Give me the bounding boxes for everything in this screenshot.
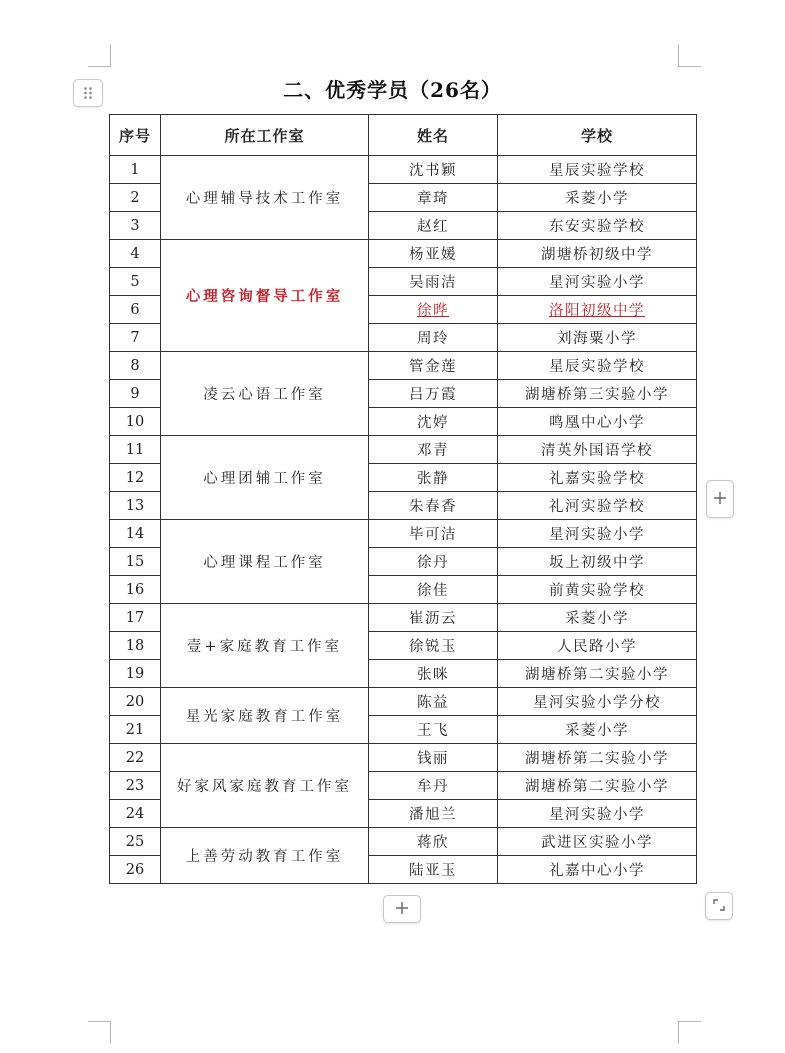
student-name: 沈书颖 <box>369 156 498 184</box>
school-name: 星河实验小学分校 <box>498 688 697 716</box>
school-name: 礼嘉实验学校 <box>498 464 697 492</box>
school-name: 星河实验小学 <box>498 268 697 296</box>
resize-icon <box>712 897 726 916</box>
student-name: 赵红 <box>369 212 498 240</box>
school-name: 湖塘桥第二实验小学 <box>498 744 697 772</box>
student-name: 蒋欣 <box>369 828 498 856</box>
add-row-button[interactable] <box>383 895 421 923</box>
student-name: 邓青 <box>369 436 498 464</box>
school-name <box>498 296 697 324</box>
header-studio: 所在工作室 <box>161 115 369 156</box>
student-name: 周玲 <box>369 324 498 352</box>
plus-icon <box>395 900 409 919</box>
header-school: 学校 <box>498 115 697 156</box>
row-index: 13 <box>110 492 161 520</box>
row-index: 14 <box>110 520 161 548</box>
studio-cell: 凌云心语工作室 <box>161 352 369 436</box>
school-name: 湖塘桥第二实验小学 <box>498 660 697 688</box>
table-row <box>110 240 697 268</box>
row-index: 7 <box>110 324 161 352</box>
row-index: 17 <box>110 604 161 632</box>
row-index: 16 <box>110 576 161 604</box>
row-index: 24 <box>110 800 161 828</box>
row-index: 9 <box>110 380 161 408</box>
student-name: 朱春香 <box>369 492 498 520</box>
studio-cell: 壹+家庭教育工作室 <box>161 604 369 688</box>
school-name: 星辰实验学校 <box>498 156 697 184</box>
row-index: 6 <box>110 296 161 324</box>
row-index: 22 <box>110 744 161 772</box>
student-name: 潘旭兰 <box>369 800 498 828</box>
table-row <box>110 436 697 464</box>
studio-cell: 心理咨询督导工作室 <box>161 240 369 352</box>
student-name: 吕万霞 <box>369 380 498 408</box>
student-name: 王飞 <box>369 716 498 744</box>
student-name: 徐锐玉 <box>369 632 498 660</box>
school-name: 前黄实验学校 <box>498 576 697 604</box>
school-name: 星辰实验学校 <box>498 352 697 380</box>
school-name: 星河实验小学 <box>498 800 697 828</box>
school-name: 湖塘桥第三实验小学 <box>498 380 697 408</box>
row-index: 21 <box>110 716 161 744</box>
table-row <box>110 604 697 632</box>
school-name: 采菱小学 <box>498 716 697 744</box>
row-index: 4 <box>110 240 161 268</box>
school-name: 人民路小学 <box>498 632 697 660</box>
studio-cell: 好家风家庭教育工作室 <box>161 744 369 828</box>
row-index: 23 <box>110 772 161 800</box>
student-name: 牟丹 <box>369 772 498 800</box>
school-name: 清英外国语学校 <box>498 436 697 464</box>
row-index: 12 <box>110 464 161 492</box>
table-resize-button[interactable] <box>705 892 733 920</box>
school-name: 湖塘桥初级中学 <box>498 240 697 268</box>
school-name: 鸣凰中心小学 <box>498 408 697 436</box>
table-row <box>110 520 697 548</box>
row-index: 26 <box>110 856 161 884</box>
table-row <box>110 156 697 184</box>
student-name: 崔沥云 <box>369 604 498 632</box>
school-name: 采菱小学 <box>498 604 697 632</box>
school-name: 坂上初级中学 <box>498 548 697 576</box>
table-row <box>110 352 697 380</box>
page-corner-mark-bottom-left <box>88 1021 111 1044</box>
row-index: 3 <box>110 212 161 240</box>
student-name: 陆亚玉 <box>369 856 498 884</box>
studio-cell: 星光家庭教育工作室 <box>161 688 369 744</box>
school-name: 礼嘉中心小学 <box>498 856 697 884</box>
add-column-button[interactable] <box>706 480 734 518</box>
student-name: 钱丽 <box>369 744 498 772</box>
row-index: 2 <box>110 184 161 212</box>
student-name: 毕可洁 <box>369 520 498 548</box>
student-name: 徐佳 <box>369 576 498 604</box>
row-index: 11 <box>110 436 161 464</box>
highlighted-name: 徐晔 <box>417 303 449 319</box>
table-row <box>110 744 697 772</box>
student-name: 吴雨洁 <box>369 268 498 296</box>
school-name: 星河实验小学 <box>498 520 697 548</box>
student-name <box>369 296 498 324</box>
student-name: 张咪 <box>369 660 498 688</box>
school-name: 采菱小学 <box>498 184 697 212</box>
highlighted-school: 洛阳初级中学 <box>549 303 645 319</box>
row-index: 8 <box>110 352 161 380</box>
studio-cell: 心理团辅工作室 <box>161 436 369 520</box>
school-name: 武进区实验小学 <box>498 828 697 856</box>
student-name: 章琦 <box>369 184 498 212</box>
row-index: 18 <box>110 632 161 660</box>
row-index: 20 <box>110 688 161 716</box>
studio-cell: 心理课程工作室 <box>161 520 369 604</box>
row-index: 1 <box>110 156 161 184</box>
row-index: 5 <box>110 268 161 296</box>
row-index: 19 <box>110 660 161 688</box>
student-name: 管金莲 <box>369 352 498 380</box>
student-name: 陈益 <box>369 688 498 716</box>
row-index: 25 <box>110 828 161 856</box>
row-index: 15 <box>110 548 161 576</box>
school-name: 东安实验学校 <box>498 212 697 240</box>
page-title: 二、优秀学员（26名） <box>283 78 502 102</box>
table-header-row <box>110 115 697 156</box>
page-corner-mark-top-left <box>88 44 111 67</box>
studio-cell: 上善劳动教育工作室 <box>161 828 369 884</box>
page-corner-mark-top-right <box>678 44 701 67</box>
student-name: 杨亚媛 <box>369 240 498 268</box>
student-name: 张静 <box>369 464 498 492</box>
page-corner-mark-bottom-right <box>678 1021 701 1044</box>
row-index: 10 <box>110 408 161 436</box>
school-name: 刘海粟小学 <box>498 324 697 352</box>
student-table <box>109 114 697 884</box>
table-row <box>110 688 697 716</box>
student-name: 徐丹 <box>369 548 498 576</box>
school-name: 湖塘桥第二实验小学 <box>498 772 697 800</box>
header-name: 姓名 <box>369 115 498 156</box>
header-index: 序号 <box>110 115 161 156</box>
plus-icon <box>713 490 727 509</box>
studio-cell: 心理辅导技术工作室 <box>161 156 369 240</box>
student-name: 沈婷 <box>369 408 498 436</box>
table-row <box>110 828 697 856</box>
school-name: 礼河实验学校 <box>498 492 697 520</box>
